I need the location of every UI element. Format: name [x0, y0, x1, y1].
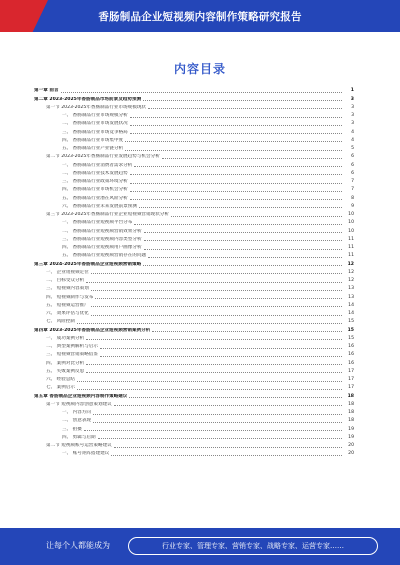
toc-dot-leader	[143, 265, 342, 266]
toc-entry[interactable]	[34, 243, 354, 251]
toc-page-number: 10	[348, 212, 354, 217]
toc-heading: 内容目录	[173, 62, 226, 76]
toc-entry[interactable]	[34, 334, 354, 342]
toc-entry-title: 四、 香肠制品行业短视频用户画像分析	[62, 245, 142, 250]
toc-entry-title: 一、 账号矩阵搭建建议	[62, 451, 110, 457]
toc-entry-title: 二、 创意表现	[62, 418, 92, 424]
toc-entry-title: 第四章 2023-2025年香肠制品企业短视频营销案例分析	[34, 327, 151, 333]
toc-entry[interactable]	[34, 276, 354, 284]
header-bar	[0, 0, 400, 32]
toc-entry-title: 四、 香肠制品行业市场机会分析	[62, 187, 128, 193]
toc-page-number: 14	[348, 311, 354, 316]
toc-page-number: 13	[348, 294, 354, 300]
toc-dot-leader	[95, 298, 342, 299]
toc-entry[interactable]	[34, 103, 354, 111]
toc-entry-title: 六、 香肠制品行业未来发展前景预测	[62, 203, 137, 209]
toc-page-number: 9	[351, 203, 354, 209]
toc-entry[interactable]	[34, 424, 354, 432]
toc-page-number: 18	[348, 418, 354, 424]
toc-page-number: 6	[351, 170, 354, 176]
toc-entry-title: 五、 香肠制品行业潜在风险分析	[62, 195, 128, 201]
toc-dot-leader	[130, 125, 342, 126]
toc-entry-title: 一、 香肠制品行业短视频平台分布	[62, 220, 133, 226]
toc-dot-leader	[125, 141, 342, 142]
toc-page-number: 12	[348, 269, 354, 275]
toc-page-number: 14	[348, 302, 354, 308]
toc-page-number: 3	[350, 96, 354, 102]
toc-entry[interactable]	[34, 119, 354, 127]
toc-dot-leader	[91, 290, 342, 291]
toc-dot-leader	[77, 381, 342, 382]
toc-dot-leader	[93, 414, 342, 415]
toc-page-number: 6	[351, 162, 354, 168]
toc-entry-title: 二、 香肠制品行业短视频营销效果分析	[62, 228, 142, 234]
toc-dot-leader	[129, 397, 342, 398]
toc-entry[interactable]	[34, 210, 354, 218]
toc-entry-title: 二、 典型案例解析与启示	[46, 344, 98, 349]
footer-bar	[0, 528, 400, 565]
toc-entry[interactable]	[34, 301, 354, 309]
toc-entry[interactable]	[34, 342, 354, 350]
toc-page-number: 11	[348, 245, 354, 250]
toc-dot-leader	[114, 447, 342, 448]
toc-page-number: 16	[348, 360, 354, 366]
toc-dot-leader	[100, 348, 342, 349]
toc-entry[interactable]	[34, 358, 354, 366]
toc-dot-leader	[148, 108, 342, 109]
toc-entry-title: 三、 短视频营销策略借鉴	[46, 352, 98, 358]
toc-dot-leader	[125, 150, 342, 151]
toc-dot-leader	[114, 405, 342, 406]
toc-page-number: 17	[348, 385, 354, 391]
toc-entry[interactable]	[34, 449, 354, 457]
toc-entry[interactable]	[34, 309, 354, 317]
toc-entry[interactable]	[34, 391, 354, 399]
toc-entry[interactable]	[34, 375, 354, 383]
toc-dot-leader	[171, 216, 342, 217]
toc-dot-leader	[100, 356, 342, 357]
toc-dot-leader	[130, 174, 342, 175]
toc-entry[interactable]	[34, 127, 354, 135]
toc-entry-title: 第二节 短视频账号运营策略建议	[46, 443, 112, 448]
toc-page-number: 15	[348, 319, 354, 325]
toc-page-number: 3	[351, 121, 354, 127]
toc-entry[interactable]	[34, 367, 354, 375]
toc-entry-title: 一、 内容方向	[62, 410, 92, 415]
toc-dot-leader	[130, 183, 342, 184]
toc-page-number: 3	[351, 104, 354, 110]
toc-entry-title: 第二章 2023-2025年香肠制品市场前景及趋势预测	[34, 96, 142, 102]
toc-entry-title: 第一节 短视频内容创意策划建议	[46, 401, 112, 407]
toc-page-number: 20	[348, 451, 354, 457]
toc-page-number: 16	[348, 352, 354, 358]
footer-slogan: 让每个人都能成为	[46, 541, 110, 550]
toc-page-number: 12	[348, 278, 354, 283]
toc-entry-title: 第一章 前言	[34, 88, 59, 94]
toc-dot-leader	[144, 249, 342, 250]
toc-entry[interactable]	[34, 94, 354, 102]
toc-dot-leader	[134, 224, 342, 225]
toc-page-number: 19	[348, 426, 354, 432]
toc-page-number: 5	[351, 146, 354, 151]
toc-page-number: 13	[348, 286, 354, 292]
toc-entry[interactable]	[34, 144, 354, 152]
toc-dot-leader	[130, 199, 342, 200]
toc-page-number: 7	[351, 179, 354, 184]
toc-entry-title: 第三章 2024-2025年香肠制品企业短视频营销策略	[34, 261, 142, 267]
toc-entry[interactable]	[34, 185, 354, 193]
toc-entry[interactable]	[34, 251, 354, 259]
toc-entry[interactable]	[34, 193, 354, 201]
toc-dot-leader	[84, 430, 342, 431]
toc-entry[interactable]	[34, 136, 354, 144]
toc-entry[interactable]	[34, 292, 354, 300]
toc-dot-leader	[148, 257, 342, 258]
toc-dot-leader	[91, 315, 342, 316]
toc-entry[interactable]	[34, 284, 354, 292]
toc-entry[interactable]	[34, 169, 354, 177]
report-title: 香肠制品企业短视频内容制作策略研究报告	[98, 11, 302, 23]
toc-entry-title: 七、 案例启示	[46, 385, 76, 391]
toc-entry-title: 第一节 2023-2025年香肠制品行业市场规模现状	[46, 104, 147, 110]
toc-page-number: 19	[348, 434, 354, 440]
toc-entry[interactable]	[34, 177, 354, 185]
toc-entry-title: 五、 香肠制品行业产业链分析	[62, 146, 124, 151]
toc-page-number: 15	[347, 327, 354, 333]
toc-dot-leader	[134, 166, 342, 167]
toc-dot-leader	[130, 133, 342, 134]
toc-entry[interactable]	[34, 325, 354, 333]
toc-page-number: 10	[348, 220, 354, 226]
toc-entry-title: 第二节 2023-2025年香肠制品行业发展趋势与机会分析	[46, 154, 160, 160]
toc-entry[interactable]	[34, 317, 354, 325]
toc-entry-title: 二、 香肠制品行业技术发展趋势	[62, 170, 128, 176]
toc-page-number: 18	[348, 401, 354, 407]
toc-dot-leader	[139, 207, 342, 208]
toc-entry-title: 三、 短视频内容策划	[46, 286, 89, 292]
toc-dot-leader	[111, 455, 342, 456]
toc-page-number: 18	[348, 410, 354, 415]
toc-entry-title: 一、 企业短视频定位	[46, 269, 89, 275]
toc-page-number: 10	[348, 228, 354, 234]
toc-dot-leader	[152, 331, 342, 332]
toc-entry-title: 五、 失败案例反思	[46, 368, 85, 374]
toc-entry-title: 三、 香肠制品行业市场竞争格局	[62, 129, 128, 135]
toc-dot-leader	[91, 273, 342, 274]
toc-entry-title: 六、 经验总结	[46, 377, 76, 382]
toc-entry-title: 一、 成功案例分析	[46, 335, 85, 341]
toc-entry[interactable]	[34, 383, 354, 391]
toc-entry[interactable]	[34, 202, 354, 210]
toc-dot-leader	[130, 117, 342, 118]
toc-entry-title: 一、 香肠制品行业市场规模分析	[62, 113, 128, 118]
toc-page-number: 4	[351, 129, 354, 135]
toc-entry-title: 五、 香肠制品行业短视频营销存在的问题	[62, 253, 147, 259]
toc-entry[interactable]	[34, 416, 354, 424]
toc-entry-title: 四、 香肠制品行业市场集中度	[62, 137, 124, 143]
toc-entry-title: 二、 目标受众分析	[46, 278, 85, 283]
toc-entry-title: 三、 拍摄	[62, 426, 82, 432]
toc-page-number: 16	[348, 344, 354, 349]
toc-dot-leader	[93, 422, 342, 423]
toc-entry[interactable]	[34, 218, 354, 226]
toc-entry-title: 四、 剪辑与后期	[62, 434, 96, 440]
toc-entry[interactable]	[34, 86, 354, 94]
toc-entry[interactable]	[34, 152, 354, 160]
toc-entry-title: 五、 短视频运营推广	[46, 302, 89, 308]
toc-dot-leader	[162, 158, 342, 159]
toc-entry-title: 四、 案例对比分析	[46, 360, 85, 366]
toc-entry-title: 三、 香肠制品行业政策环境分析	[62, 179, 128, 184]
toc-entry[interactable]	[34, 350, 354, 358]
toc-page-number: 6	[351, 154, 354, 160]
toc-entry[interactable]	[34, 268, 354, 276]
toc-page-number: 1	[350, 88, 354, 94]
toc-dot-leader	[86, 339, 342, 340]
toc-entry[interactable]	[34, 433, 354, 441]
toc-page-number: 3	[351, 113, 354, 118]
toc-dot-leader	[91, 306, 342, 307]
toc-entry-title: 二、 香肠制品行业市场发展状况	[62, 121, 128, 127]
toc-page-number: 11	[348, 253, 354, 259]
toc-page-number: 15	[348, 335, 354, 341]
toc-entry-title: 三、 香肠制品行业短视频内容类型分析	[62, 236, 142, 242]
toc-page-number: 7	[351, 187, 354, 193]
toc-dot-leader	[61, 92, 342, 93]
toc-entry[interactable]	[34, 235, 354, 243]
toc-page-number: 4	[351, 137, 354, 143]
toc-dot-leader	[143, 100, 342, 101]
toc-entry[interactable]	[34, 408, 354, 416]
toc-page-number: 18	[347, 393, 354, 399]
toc-dot-leader	[86, 364, 342, 365]
toc-dot-leader	[144, 240, 342, 241]
toc-entry[interactable]	[34, 441, 354, 449]
toc-dot-leader	[77, 389, 342, 390]
toc-page-number: 20	[348, 443, 354, 448]
toc-dot-leader	[144, 232, 342, 233]
toc-entry[interactable]	[34, 111, 354, 119]
toc-dot-leader	[98, 438, 342, 439]
toc-entry-title: 第五章 香肠制品企业短视频内容制作策略建议	[34, 393, 128, 399]
toc-entry-title: 六、 效果评估与优化	[46, 311, 89, 316]
toc-page-number: 17	[348, 377, 354, 382]
toc-page-number: 11	[348, 236, 354, 242]
toc-dot-leader	[77, 323, 342, 324]
toc-entry[interactable]	[34, 400, 354, 408]
toc-entry[interactable]	[34, 160, 354, 168]
toc-entry[interactable]	[34, 226, 354, 234]
toc-page-number: 12	[347, 261, 354, 267]
footer-slogan-box: 行业专家、管理专家、营销专家、战略专家、运营专家……	[128, 537, 378, 555]
toc-dot-leader	[86, 372, 342, 373]
toc-entry[interactable]	[34, 259, 354, 267]
toc-page-number: 8	[351, 195, 354, 201]
toc-entry-title: 第三节 2023-2025年香肠制品行业企业短视频营销现状分析	[46, 212, 169, 217]
toc-page-number: 17	[348, 368, 354, 374]
toc-dot-leader	[86, 282, 342, 283]
table-of-contents	[34, 86, 354, 457]
toc-entry-title: 七、 风险控制	[46, 319, 76, 325]
toc-dot-leader	[130, 191, 342, 192]
toc-entry-title: 四、 短视频制作与发布	[46, 294, 94, 300]
toc-entry-title: 一、 香肠制品行业消费者需求分析	[62, 162, 133, 168]
